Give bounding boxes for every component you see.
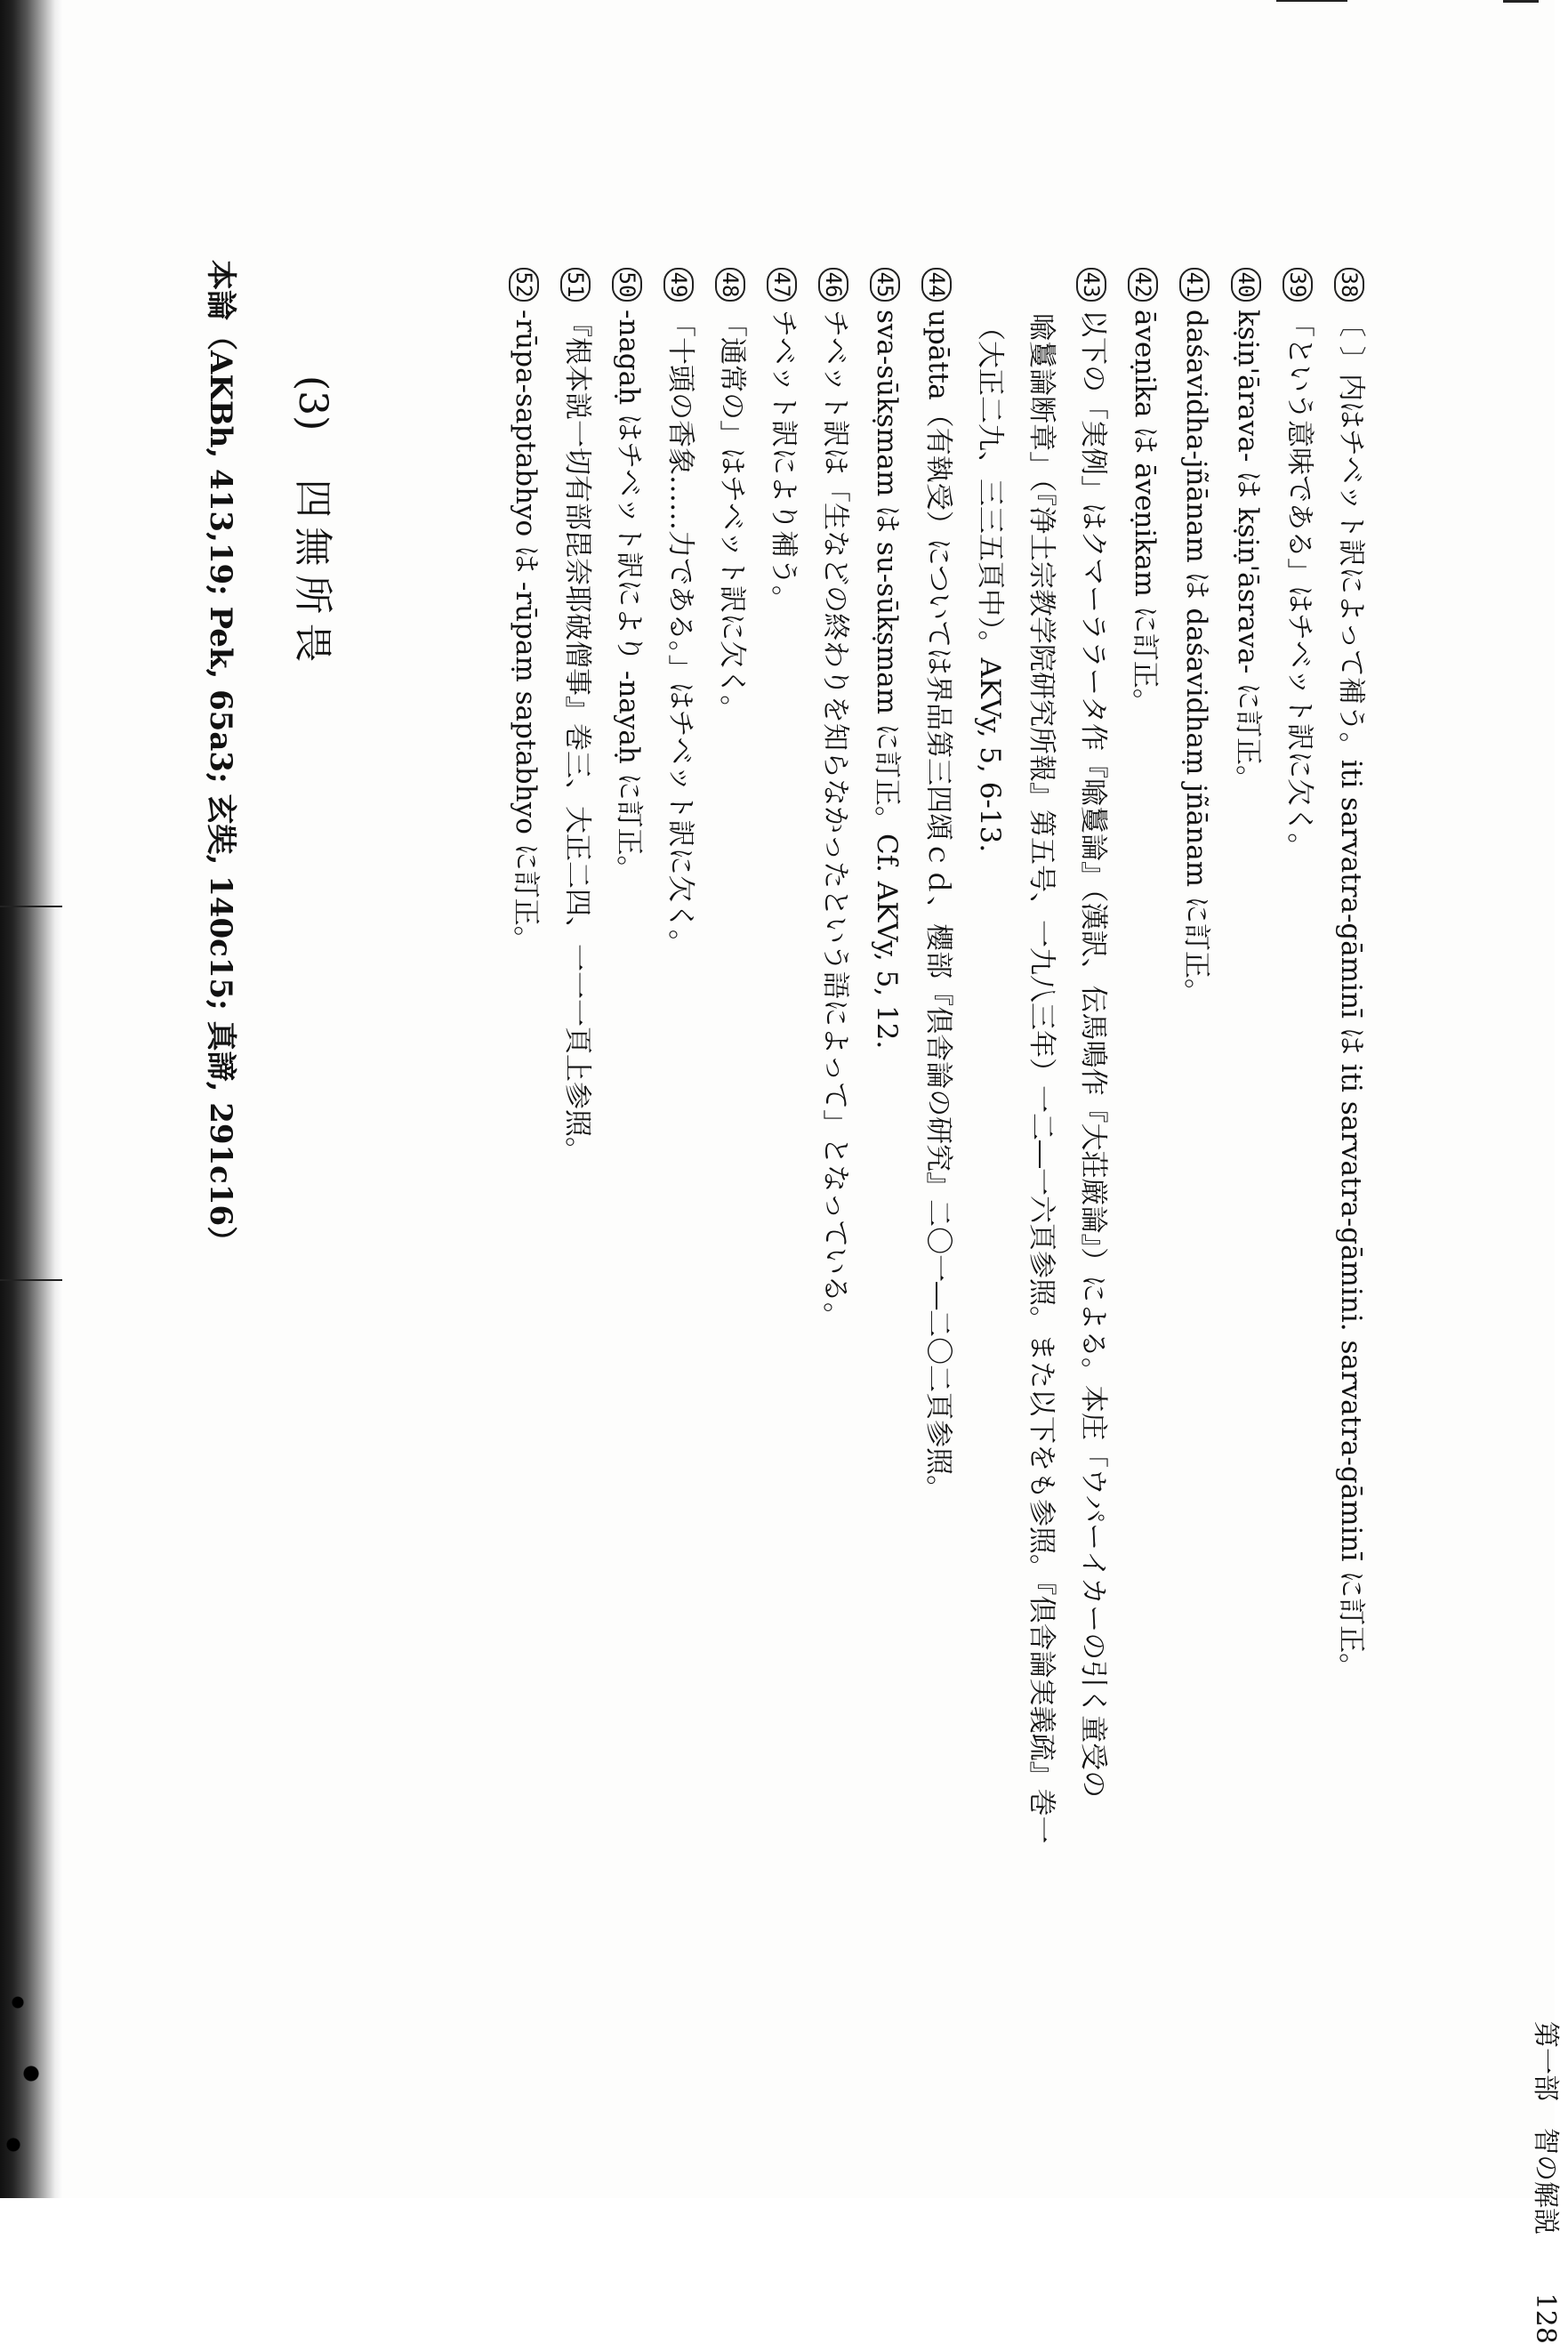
note-text: 「という意味である」はチベット訳に欠く。 (1283, 310, 1315, 861)
note-text: 「十頭の香象……力である。」はチベット訳に欠く。 (664, 310, 696, 957)
note-continuation (1016, 260, 1067, 2039)
note-item (913, 260, 964, 2039)
note-number: 44 (911, 260, 962, 310)
note-text: kṣiṇ'ārava- は kṣiṇ'āsrava- に訂正。 (1232, 310, 1264, 793)
note-text: 「通常の」はチベット訳に欠く。 (716, 310, 748, 723)
note-item (551, 260, 603, 2039)
note-number: 40 (1220, 260, 1272, 310)
note-text: チベット訳は「生などの終わりを知らなかったという語によって」となっている。 (819, 310, 851, 1330)
note-item (603, 260, 655, 2039)
note-item (706, 260, 758, 2039)
scan-specks (0, 1967, 62, 2198)
note-text: sva-sūkṣmam は su-sūkṣmam に訂正。Cf. AKVy, 5, 12. (871, 310, 903, 1050)
notes-list (500, 260, 1377, 2039)
header-title: 第一部 智の解説 (1530, 2021, 1561, 2235)
note-text: （大正二九、三三五頁中）。AKVy, 5, 6-13. (974, 313, 1006, 853)
section-title: 四無所畏 (290, 479, 335, 672)
note-number: 43 (1065, 260, 1117, 310)
note-text: -rūpa-saptabhyo は -rūpaṃ saptabhyo に訂正。 (510, 310, 542, 954)
note-text: āveṇika は āveṇikam に訂正。 (1129, 310, 1161, 716)
note-text: 喩鬘論断章」（『浄土宗教学院研究所報』第五号、一九八三年）一二―一六頁参照。また以下をも参照。『倶舎論実義疏』巻一 (1025, 313, 1057, 1844)
note-item (655, 260, 706, 2039)
note-number: 51 (550, 260, 601, 310)
note-number: 45 (859, 260, 911, 310)
note-item (1119, 260, 1170, 2039)
note-item (809, 260, 861, 2039)
page-number: 128 (1530, 2292, 1561, 2344)
note-number: 38 (1323, 260, 1375, 310)
scan-mark (1503, 0, 1539, 3)
note-text: 以下の「実例」はクマーララータ作『喩鬘論』（漢訳、伝馬鳴作『大荘厳論』）による。本庄「ウパーイカーの引く童受の (1077, 310, 1109, 1799)
note-number: 50 (601, 260, 653, 310)
note-item (1274, 260, 1325, 2039)
section-heading (288, 375, 345, 671)
scan-mark (1276, 0, 1347, 2)
note-text: チベット訳により補う。 (768, 310, 800, 613)
note-text: upātta（有執受）については界品第三四頌ｃｄ、櫻部『倶舎論の研究』二〇一―二〇二頁参照。 (922, 310, 954, 1503)
note-number: 52 (498, 260, 550, 310)
scan-mark (0, 1279, 62, 1281)
running-header (1529, 2021, 1568, 2344)
note-item (500, 260, 551, 2039)
note-number: 39 (1272, 260, 1323, 310)
note-number: 49 (653, 260, 704, 310)
note-text: 〔 〕内はチベット訳によって補う。iti sarvatra-gāminī は iti sarvatra-gāmini. sarvatra-gāminī に訂正。 (1335, 310, 1367, 1681)
rotated-content (132, 260, 1561, 2344)
note-text: 『根本説一切有部毘奈耶破僧事』巻三、大正二四、一一一頁上参照。 (561, 310, 593, 1164)
note-number: 42 (1117, 260, 1169, 310)
section-number: (3) (290, 375, 335, 431)
note-number: 46 (808, 260, 859, 310)
note-text: daśavidha-jñānam は daśavidhaṃ jñānam に訂正。 (1180, 310, 1212, 1006)
note-item (1170, 260, 1222, 2039)
note-item (1222, 260, 1274, 2039)
note-number: 48 (704, 260, 756, 310)
note-item (758, 260, 809, 2039)
note-item (1067, 260, 1119, 2039)
note-item (861, 260, 913, 2039)
note-continuation (964, 260, 1016, 2039)
note-number: 41 (1169, 260, 1220, 310)
scan-mark (0, 906, 62, 907)
binding-edge (0, 0, 62, 2198)
note-text: -nagaḥ はチベット訳により -nayaḥ に訂正。 (613, 310, 645, 883)
source-reference: 本論（AKBh, 413,19; Pek, 65a3; 玄奘, 140c15; 真諦, 291c16） (203, 260, 238, 1257)
note-item (1325, 260, 1377, 2039)
note-number: 47 (756, 260, 808, 310)
